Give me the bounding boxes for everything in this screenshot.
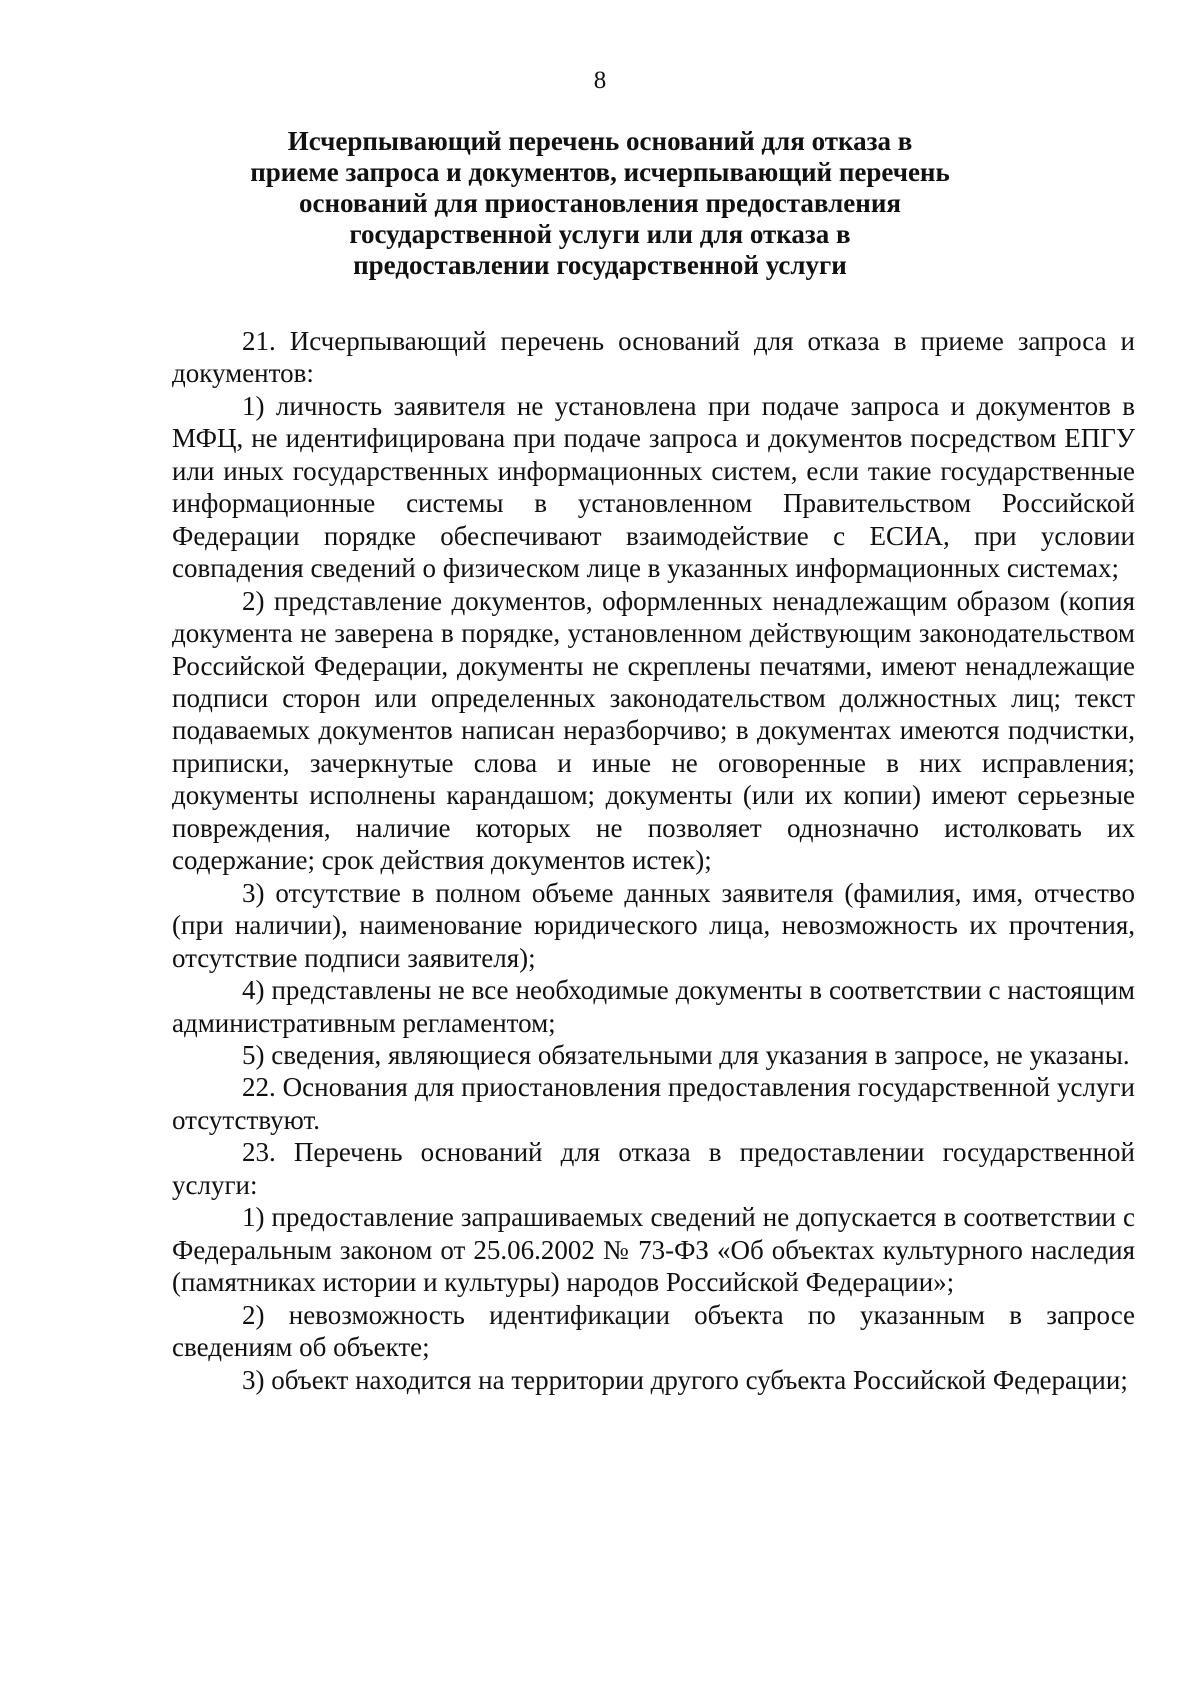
page-number: 8 xyxy=(593,67,607,94)
heading-line: Исчерпывающий перечень оснований для отказа в xyxy=(287,126,913,156)
paragraph-22: 22. Основания для приостановления предоставления государственной услуги отсутствуют. xyxy=(172,1072,1135,1135)
heading-line: оснований для приостановления предоставления xyxy=(299,188,901,218)
document-body xyxy=(172,325,1135,1396)
heading-line: государственной услуги или для отказа в xyxy=(349,219,851,249)
paragraph-23-item-3: 3) объект находится на территории другого субъекта Российской Федерации; xyxy=(242,1364,1128,1395)
paragraph-21-item-1: 1) личность заявителя не установлена при подаче запроса и документов в МФЦ, не идентифицирована при подаче запроса и документов посредством ЕПГУ или иных государственных информационных систем, если такие государственные информационные системы в установленном Правительством Российской Федерации порядке обеспечивают взаимодействие с ЕСИА, при условии совпадения сведений о физическом лице в указанных информационных системах; xyxy=(172,390,1135,584)
paragraph-23-item-2: 2) невозможность идентификации объекта по указанным в запросе сведениям об объекте; xyxy=(172,1299,1135,1363)
paragraph-21-item-2: 2) представление документов, оформленных ненадлежащим образом (копия документа не заверена в порядке, установленном действующим законодательством Российской Федерации, документы не скреплены печатями, имеют ненадлежащие подписи сторон или определенных законодательством должностных лиц; текст подаваемых документов написан неразборчиво; в документах имеются подчистки, приписки, зачеркнутые слова и иные не оговоренные в них исправления; документы исполнены карандашом; документы (или их копии) имеют серьезные повреждения, наличие которых не позволяет однозначно истолковать их содержание; срок действия документов истек); xyxy=(172,585,1135,876)
paragraph-21-item-5: 5) сведения, являющиеся обязательными для указания в запросе, не указаны. xyxy=(242,1039,1130,1070)
paragraph-21-item-4: 4) представлены не все необходимые документы в соответствии с настоящим административным регламентом; xyxy=(172,975,1135,1038)
section-heading xyxy=(240,126,960,281)
heading-line: предоставлении государственной услуги xyxy=(353,250,847,280)
paragraph-21-item-3: 3) отсутствие в полном объеме данных заявителя (фамилия, имя, отчество (при наличии), наименование юридического лица, невозможность их прочтения, отсутствие подписи заявителя); xyxy=(172,877,1135,973)
paragraph-23: 23. Перечень оснований для отказа в предоставлении государственной услуги: xyxy=(172,1137,1135,1200)
paragraph-21: 21. Исчерпывающий перечень оснований для отказа в приеме запроса и документов: xyxy=(172,326,1135,389)
heading-line: приеме запроса и документов, исчерпывающий перечень xyxy=(250,157,950,187)
paragraph-23-item-1: 1) предоставление запрашиваемых сведений не допускается в соответствии с Федеральным законом от 25.06.2002 № 73-ФЗ «Об объектах культурного наследия (памятниках истории и культуры) народов Российской Федерации»; xyxy=(172,1202,1135,1298)
